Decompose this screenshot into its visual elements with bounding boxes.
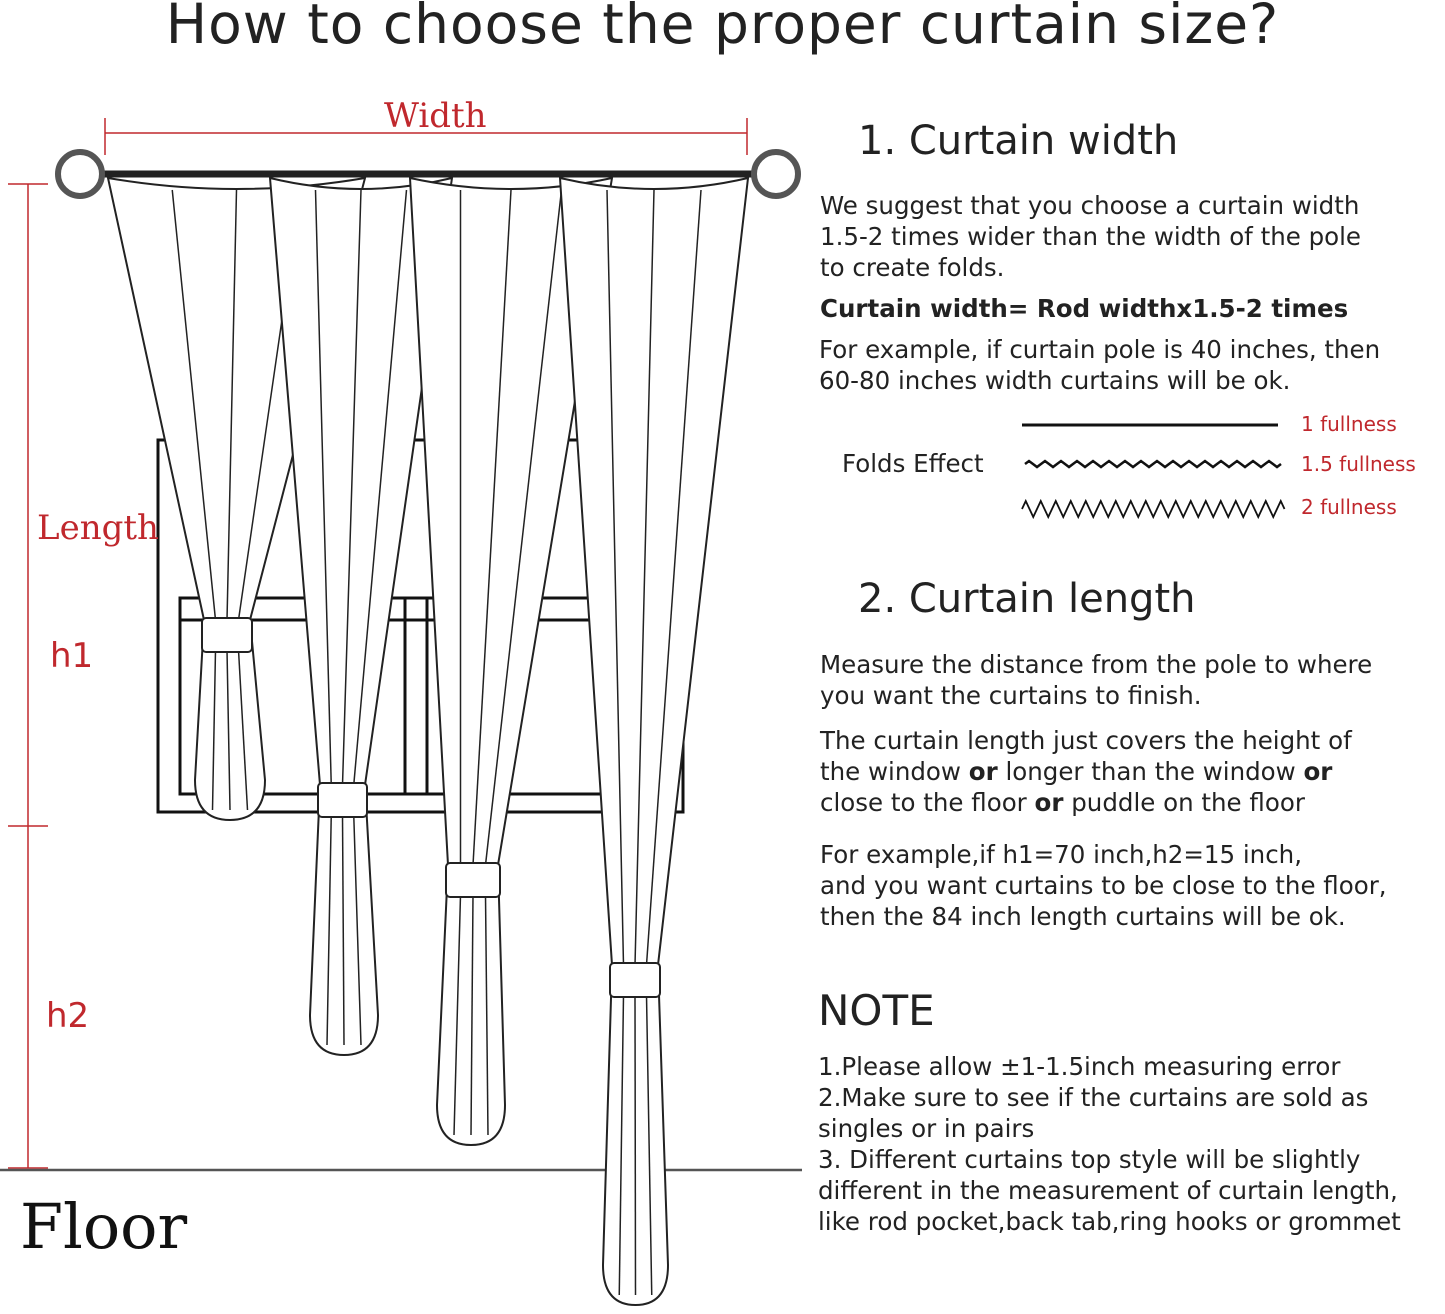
text: the window <box>820 757 969 786</box>
text-line <box>820 756 1352 787</box>
text-line: We suggest that you choose a curtain width <box>820 191 1360 220</box>
or-bold: or <box>1303 757 1333 786</box>
length-detail <box>820 725 1352 818</box>
text: longer than the window <box>997 757 1304 786</box>
note-line: 1.Please allow ±1-1.5inch measuring error <box>818 1052 1341 1081</box>
note-line: 2.Make sure to see if the curtains are sold as <box>818 1083 1369 1112</box>
length-intro <box>820 649 1372 711</box>
text-line: 1.5-2 times wider than the width of the pole <box>820 222 1362 251</box>
rod-ring-left <box>58 152 102 196</box>
text-line: then the 84 inch length curtains will be ok. <box>820 902 1346 931</box>
curtain-tieback <box>446 863 500 897</box>
floor-label: Floor <box>20 1190 188 1263</box>
note-line: like rod pocket,back tab,ring hooks or grommet <box>818 1207 1401 1236</box>
width-example <box>819 334 1380 396</box>
text-line: For example,if h1=70 inch,h2=15 inch, <box>820 840 1302 869</box>
length-dimension <box>8 184 48 1168</box>
text-line: you want the curtains to finish. <box>820 681 1202 710</box>
text-line: 60-80 inches width curtains will be ok. <box>819 366 1291 395</box>
note-line: singles or in pairs <box>818 1114 1035 1143</box>
note-list <box>818 1051 1401 1237</box>
fold-line-2 <box>1022 501 1285 517</box>
note-heading: NOTE <box>818 986 935 1035</box>
fold-label-2: 2 fullness <box>1301 495 1397 519</box>
width-formula: Curtain width= Rod widthx1.5-2 times <box>820 294 1349 323</box>
rod-ring-right <box>754 152 798 196</box>
length-label: Length <box>37 508 159 548</box>
text-line <box>820 787 1352 818</box>
fold-label-1: 1 fullness <box>1301 412 1397 436</box>
fold-line-1-5 <box>1025 461 1281 467</box>
note-line: 3. Different curtains top style will be slightly <box>818 1145 1361 1174</box>
width-intro <box>820 190 1361 283</box>
curtain-fold <box>635 995 636 1295</box>
folds-effect-label: Folds Effect <box>842 449 984 478</box>
width-label: Width <box>384 96 487 136</box>
text-line: The curtain length just covers the height of <box>820 726 1352 755</box>
text: puddle on the floor <box>1063 788 1305 817</box>
text-line: to create folds. <box>820 253 1005 282</box>
width-heading: 1. Curtain width <box>858 118 1179 164</box>
curtain-panel <box>560 178 748 1305</box>
text-line: For example, if curtain pole is 40 inches, then <box>819 335 1381 364</box>
length-heading: 2. Curtain length <box>858 576 1196 622</box>
or-bold: or <box>968 757 998 786</box>
h1-label: h1 <box>50 636 94 676</box>
fold-label-1-5: 1.5 fullness <box>1301 452 1416 476</box>
note-line: different in the measurement of curtain length, <box>818 1176 1398 1205</box>
or-bold: or <box>1034 788 1064 817</box>
page-title: How to choose the proper curtain size? <box>165 0 1280 56</box>
text-line: and you want curtains to be close to the floor, <box>820 871 1387 900</box>
length-example <box>820 839 1387 932</box>
text-line: Measure the distance from the pole to where <box>820 650 1373 679</box>
curtain-tieback <box>610 963 660 997</box>
h2-label: h2 <box>46 996 90 1036</box>
text: close to the floor <box>820 788 1035 817</box>
curtain-tieback <box>202 618 252 652</box>
curtain-tieback <box>318 783 367 817</box>
